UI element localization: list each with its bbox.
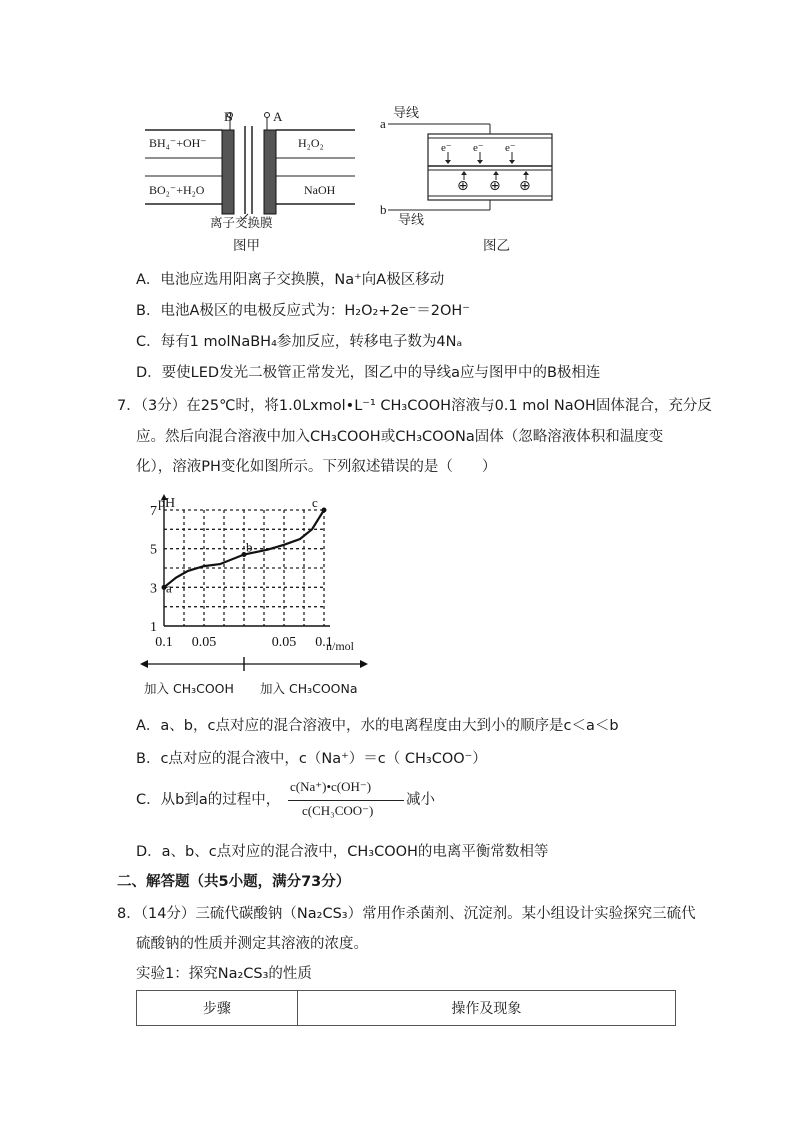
- hole-1: ⊕: [457, 178, 469, 194]
- caption-yi: 图乙: [483, 238, 510, 254]
- chart-grid: [164, 510, 324, 626]
- hole-2: ⊕: [489, 178, 501, 194]
- q7-option-a: A．a、b，c点对应的混合溶液中，水的电离程度由大到小的顺序是c＜a＜b: [136, 718, 619, 734]
- y-tick-5: 5: [150, 542, 157, 558]
- label-a: a: [380, 116, 386, 131]
- q7-fraction-denominator: c(CH₃COO⁻): [302, 803, 374, 818]
- label-b: b: [380, 202, 387, 217]
- q7-option-d: D．a、b、c点对应的混合液中，CH₃COOH的电离平衡常数相等: [136, 844, 549, 860]
- electron-2: e⁻: [473, 142, 484, 154]
- arrow-left-head: [140, 660, 148, 668]
- point-c: [322, 508, 327, 513]
- q7-option-b: B．c点对应的混合液中，c（Na⁺）＝c（ CH₃COO⁻）: [136, 751, 487, 767]
- membrane-label: 离子交换膜: [210, 215, 273, 230]
- chart-xlabel: n/mol: [326, 639, 355, 653]
- q6-option-d: D．要使LED发光二极管正常发光，图乙中的导线a应与图甲中的B极相连: [136, 365, 601, 381]
- right-arrow-label: 加入 CH₃COONa: [260, 681, 358, 696]
- left-arrow-label: 加入 CH₃COOH: [144, 681, 234, 696]
- ph-chart: [136, 488, 376, 700]
- q7-option-c-suffix: 减小: [406, 792, 435, 808]
- table-header-row: [137, 991, 676, 1026]
- chart-ylabel: pH: [158, 496, 176, 511]
- y-tick-7: 7: [150, 504, 157, 519]
- point-label-b: b: [246, 539, 253, 555]
- right-top-species: H₂O₂: [298, 136, 324, 150]
- wire-top-label: 导线: [393, 106, 420, 121]
- electron-3: e⁻: [505, 142, 516, 154]
- x-tick-2: 0.05: [271, 635, 297, 650]
- header-steps: 步骤: [137, 991, 298, 1026]
- q7-fraction-numerator: c(Na⁺)•c(OH⁻): [290, 779, 372, 794]
- left-bottom-species: BO₂⁻+H₂O: [149, 183, 205, 197]
- q6-option-c: C．每有1 molNaBH₄参加反应，转移电子数为4Nₐ: [136, 334, 463, 350]
- y-tick-3: 3: [150, 581, 157, 597]
- right-bottom-species: NaOH: [304, 183, 336, 197]
- addition-arrows: [140, 657, 368, 671]
- electron-1: e⁻: [441, 142, 452, 154]
- arrow-right-head: [360, 660, 368, 668]
- wire-bottom-label: 导线: [398, 213, 425, 228]
- q6-option-b: B．电池A极区的电极反应式为：H₂O₂+2e⁻＝2OH⁻: [136, 303, 470, 319]
- header-operation: 操作及现象: [297, 991, 675, 1026]
- x-tick-0: 0.1: [155, 635, 173, 650]
- fraction-bar: [288, 800, 404, 801]
- label-A: A: [273, 109, 283, 124]
- q7-stem-line2: 应。然后向混合溶液中加入CH₃COOH或CH₃COONa固体（忽略溶液体积和温度变: [136, 429, 664, 445]
- y-tick-1: 1: [150, 620, 157, 635]
- point-label-c: c: [312, 495, 318, 510]
- hole-3: ⊕: [519, 178, 531, 194]
- q6-option-a: A．电池应选用阳离子交换膜，Na⁺向A极区移动: [136, 272, 445, 288]
- caption-jia: 图甲: [233, 238, 260, 254]
- q7-stem-line1: 7．（3分）在25℃时，将1.0Lxmol•L⁻¹ CH₃COOH溶液与0.1 mol NaOH固体混合，充分反: [117, 398, 712, 414]
- q8-line2: 硫酸钠的性质并测定其溶液的浓度。: [136, 936, 368, 952]
- label-B: B: [224, 109, 233, 124]
- q7-option-c-prefix: C．从b到a的过程中，: [136, 792, 281, 808]
- q8-line1: 8．（14分）三硫代碳酸钠（Na₂CS₃）常用作杀菌剂、沉淀剂。某小组设计实验探究三硫代: [117, 906, 696, 922]
- experiment1-title: 实验1：探究Na₂CS₃的性质: [136, 966, 312, 982]
- q7-stem-line3: 化），溶液PH变化如图所示。下列叙述错误的是（ ）: [136, 459, 497, 475]
- left-top-species: BH₄⁻+OH⁻: [149, 136, 207, 150]
- point-label-a: a: [166, 580, 172, 596]
- experiment-table: [136, 990, 676, 1026]
- x-tick-1: 0.05: [191, 635, 217, 650]
- x-tick-3: 0.1: [315, 635, 333, 650]
- section2-heading: 二、解答题（共5小题，满分73分）: [117, 874, 351, 890]
